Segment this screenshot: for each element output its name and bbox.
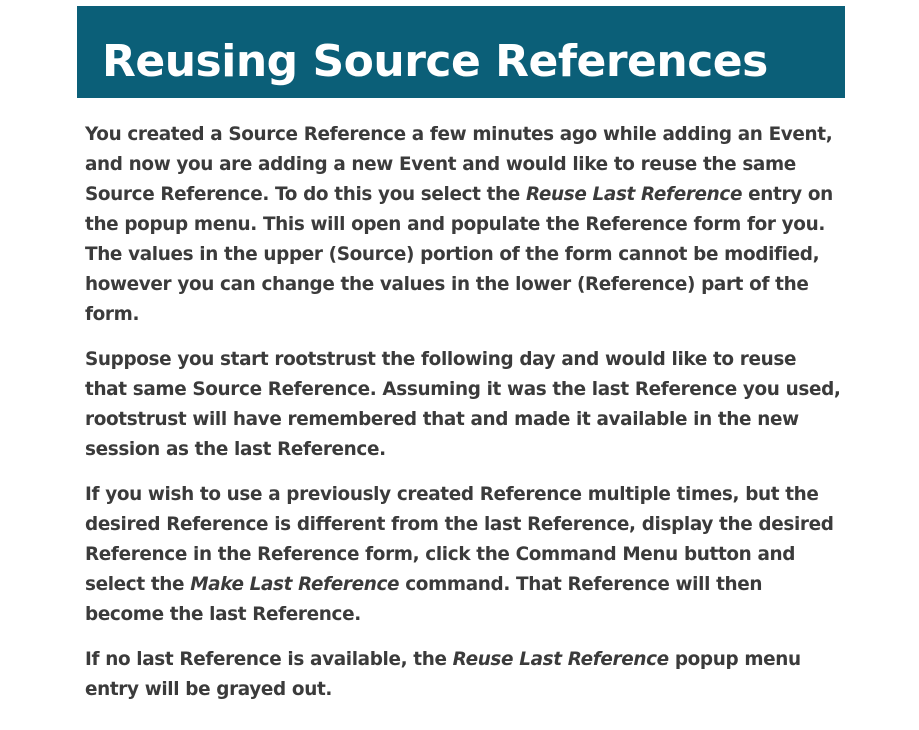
text-line: rootstrust will have remembered that and made it available in the new (85, 409, 799, 430)
text-line: however you can change the values in the lower (Reference) part of the (85, 274, 809, 295)
text-line: You created a Source Reference a few minutes ago while adding an Event, (85, 124, 833, 145)
text-line: the popup menu. This will open and populate the Reference form for you. (85, 214, 825, 235)
paragraph-grayed-out (85, 645, 875, 705)
page-title: Reusing Source References (102, 36, 768, 87)
text-line: Source Reference. To do this you select the (85, 184, 526, 205)
text-line: Reference in the Reference form, click the Command Menu button and (85, 544, 796, 565)
text-line: entry will be grayed out. (85, 679, 333, 700)
text-line: become the last Reference. (85, 604, 361, 625)
title-banner (77, 6, 845, 98)
body-text (85, 120, 875, 705)
emphasis-make-last-reference: Make Last Reference (190, 574, 400, 595)
text-line: entry on (742, 184, 833, 205)
emphasis-reuse-last-reference: Reuse Last Reference (452, 649, 669, 670)
text-line: popup menu (668, 649, 801, 670)
paragraph-next-day-session (85, 345, 875, 465)
text-line: Suppose you start rootstrust the following day and would like to reuse (85, 349, 797, 370)
paragraph-reuse-last-reference (85, 120, 875, 330)
text-line: select the (85, 574, 191, 595)
text-line: and now you are adding a new Event and would like to reuse the same (85, 154, 796, 175)
emphasis-reuse-last-reference: Reuse Last Reference (525, 184, 743, 205)
text-line: The values in the upper (Source) portion of the form cannot be modified, (85, 244, 820, 265)
text-line: command. That Reference will then (399, 574, 763, 595)
text-line: that same Source Reference. Assuming it was the last Reference you used, (85, 379, 841, 400)
text-line: If no last Reference is available, the (85, 649, 453, 670)
text-line: If you wish to use a previously created Reference multiple times, but the (85, 484, 819, 505)
text-line: form. (85, 304, 140, 325)
text-line: desired Reference is different from the last Reference, display the desired (85, 514, 834, 535)
text-line: session as the last Reference. (85, 439, 386, 460)
paragraph-make-last-reference (85, 480, 875, 630)
